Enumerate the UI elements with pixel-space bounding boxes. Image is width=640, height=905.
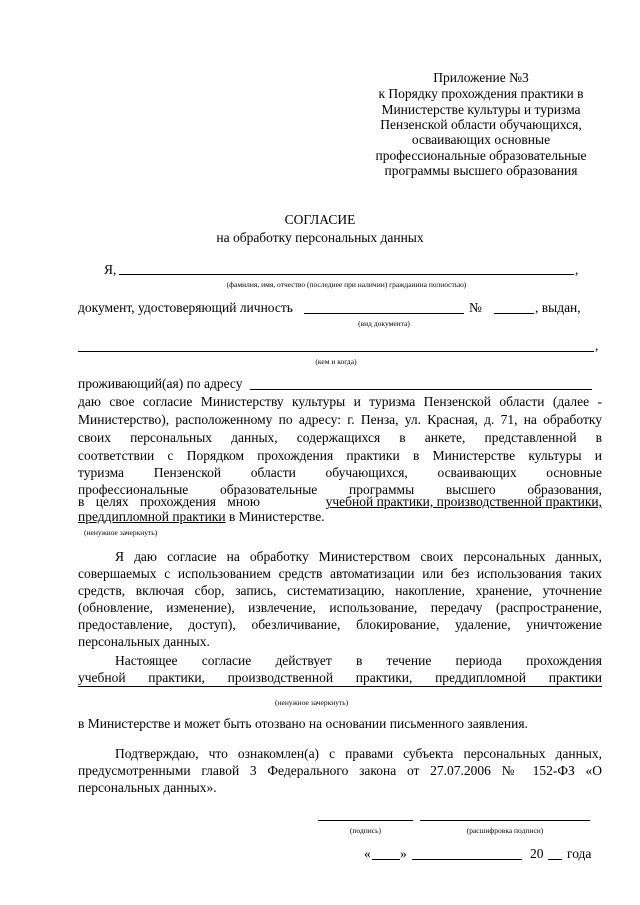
appendix-line: Пензенской области обучающихся, bbox=[380, 117, 582, 132]
date-year-suffix: года bbox=[567, 846, 592, 861]
processing-text-line: Я даю согласие на обработку Министерством своих персональных данных, bbox=[115, 549, 602, 564]
document-title: СОГЛАСИЕ bbox=[284, 212, 356, 227]
consent-text-line: своих персональных данных, содержащихся в анкете, представленной в bbox=[78, 430, 602, 445]
appendix-line: Приложение №3 bbox=[433, 70, 529, 85]
appendix-line: осваивающих основные bbox=[411, 132, 551, 147]
doc-number-field[interactable] bbox=[494, 313, 534, 314]
doc-type-field[interactable] bbox=[304, 313, 464, 314]
signature-hint: (подпись) bbox=[349, 826, 382, 835]
validity-text-line: Настоящее согласие действует в течение периода прохождения bbox=[115, 653, 602, 668]
strike-hint: (ненужное зачеркнуть) bbox=[84, 528, 158, 537]
fio-end: , bbox=[575, 262, 579, 277]
appendix-line: к Порядку прохождения практики в bbox=[378, 86, 584, 101]
consent-text-line: туризма Пензенской области обучающихся, осваивающих основные bbox=[78, 465, 602, 480]
document-subtitle: на обработку персональных данных bbox=[216, 230, 424, 245]
date-quote-open: « bbox=[364, 846, 371, 861]
doc-label: документ, удостоверяющий личность bbox=[78, 300, 293, 315]
i-label: Я, bbox=[104, 262, 117, 277]
doc-issued-label: , выдан, bbox=[535, 300, 581, 315]
fio-field[interactable] bbox=[119, 274, 574, 275]
acknowledge-text-line: Подтверждаю, что ознакомлен(а) с правами субъекта персональных данных, bbox=[115, 746, 602, 761]
processing-text-line: средств, включая сбор, запись, систематизацию, накопление, хранение, уточнение bbox=[78, 583, 602, 598]
validity-text-end: в Министерстве и может быть отозвано на основании письменного заявления. bbox=[78, 716, 528, 731]
purpose-line-end bbox=[78, 509, 325, 525]
address-label: проживающий(ая) по адресу bbox=[78, 376, 243, 391]
issued-field[interactable] bbox=[78, 351, 594, 352]
consent-text-line: соответствии с Порядком прохождения практики в Министерстве культуры и bbox=[78, 448, 602, 463]
issued-end: , bbox=[595, 338, 599, 353]
issued-hint: (кем и когда) bbox=[315, 357, 357, 366]
validity-practice-options[interactable]: учебной практики, производственной практики, преддипломной практики bbox=[78, 670, 602, 685]
consent-text-line: даю свое согласие Министерству культуры и туризма Пензенской области (далее - bbox=[78, 394, 602, 409]
date-year-prefix: 20 bbox=[530, 846, 544, 861]
appendix-line: программы высшего образования bbox=[384, 163, 578, 178]
address-field[interactable] bbox=[250, 389, 592, 390]
purpose-suffix: в Министерстве. bbox=[225, 509, 325, 524]
signature-name-hint: (расшифровка подписи) bbox=[466, 826, 544, 835]
date-month-field[interactable] bbox=[412, 859, 522, 860]
acknowledge-text-line: предусмотренными главой 3 Федерального закона от 27.07.2006 № 152-ФЗ «О bbox=[78, 763, 602, 778]
signature-field[interactable] bbox=[318, 820, 413, 821]
appendix-line: Министерстве культуры и туризма bbox=[381, 102, 581, 117]
practice-options[interactable]: учебной практики, производственной практики, bbox=[325, 494, 602, 509]
processing-text-last: персональных данных. bbox=[78, 634, 210, 649]
date-day-field[interactable] bbox=[372, 859, 400, 860]
purpose-prefix: в целях прохождения мною bbox=[78, 494, 260, 509]
consent-text-line: Министерство), расположенному по адресу: г. Пенза, ул. Красная, д. 71, на обработку bbox=[78, 412, 602, 427]
date-quote-close: » bbox=[400, 846, 407, 861]
acknowledge-text-last: персональных данных». bbox=[78, 780, 217, 795]
doc-type-hint: (вид документа) bbox=[358, 319, 410, 328]
purpose-line bbox=[78, 494, 602, 510]
processing-text-line: (обновление, изменение), извлечение, использование, передачу (распространение, bbox=[78, 600, 602, 615]
consent-text-line: профессиональные образовательные программы высшего образования, bbox=[78, 482, 602, 497]
validity-underline bbox=[78, 686, 602, 687]
prediploma-option[interactable]: преддипломной практики bbox=[78, 509, 226, 524]
appendix-line: профессиональные образовательные bbox=[375, 148, 587, 163]
doc-number-label: № bbox=[469, 300, 482, 315]
signature-name-field[interactable] bbox=[420, 820, 590, 821]
processing-text-line: совершаемых с использованием средств автоматизации или без использования таких bbox=[78, 566, 602, 581]
fio-hint: (фамилия, имя, отчество (последнее при наличии) гражданина полностью) bbox=[226, 280, 467, 289]
date-year-field[interactable] bbox=[548, 859, 562, 860]
strike-hint: (ненужное зачеркнуть) bbox=[275, 698, 349, 707]
processing-text-line: предоставление, доступ), обезличивание, блокирование, удаление, уничтожение bbox=[78, 617, 602, 632]
